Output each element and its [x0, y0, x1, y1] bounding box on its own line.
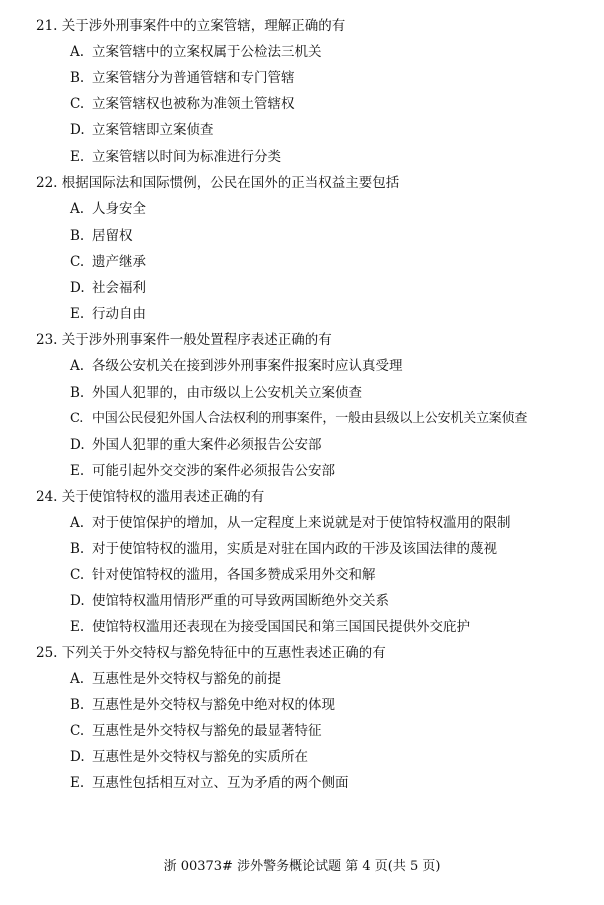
- option-text: 立案管辖权也被称为准领土管辖权: [92, 96, 295, 112]
- question-25-stem: [36, 644, 386, 662]
- option-22-e: [70, 305, 146, 323]
- option-23-e: [70, 462, 335, 480]
- option-25-e: [70, 774, 349, 792]
- option-letter: E.: [70, 775, 85, 791]
- page-footer: 浙 00373# 涉外警务概论试题 第 4 页(共 5 页): [163, 859, 441, 874]
- option-21-e: [70, 148, 281, 166]
- option-letter: C.: [70, 567, 85, 583]
- option-22-c: [70, 253, 146, 271]
- option-letter: A.: [70, 515, 85, 531]
- question-text: 下列关于外交特权与豁免特征中的互惠性表述正确的有: [61, 645, 386, 661]
- option-letter: D.: [70, 437, 85, 453]
- question-text: 关于涉外刑事案件中的立案管辖，理解正确的有: [61, 18, 346, 34]
- option-22-d: [70, 279, 146, 297]
- option-text: 外国人犯罪的，由市级以上公安机关立案侦查: [92, 385, 362, 401]
- option-24-e: [70, 618, 470, 636]
- option-letter: B.: [70, 385, 85, 401]
- option-text: 对于使馆特权的滥用，实质是对驻在国内政的干涉及该国法律的蔑视: [92, 541, 497, 557]
- option-23-b: [70, 384, 362, 402]
- question-text: 根据国际法和国际惯例，公民在国外的正当权益主要包括: [61, 175, 400, 191]
- option-text: 人身安全: [92, 201, 146, 217]
- question-text: 关于使馆特权的滥用表述正确的有: [61, 489, 265, 505]
- option-25-a: [70, 670, 281, 688]
- option-text: 居留权: [92, 228, 133, 244]
- option-text: 立案管辖即立案侦查: [92, 122, 214, 138]
- option-letter: D.: [70, 122, 85, 138]
- option-text: 立案管辖分为普通管辖和专门管辖: [92, 70, 295, 86]
- option-letter: C.: [70, 723, 85, 739]
- option-21-d: [70, 121, 214, 139]
- option-text: 互惠性是外交特权与豁免的实质所在: [92, 749, 308, 765]
- option-letter: A.: [70, 671, 85, 687]
- option-letter: B.: [70, 228, 85, 244]
- option-letter: E.: [70, 306, 85, 322]
- option-23-a: [70, 357, 403, 375]
- option-24-d: [70, 592, 389, 610]
- question-23-stem: [36, 331, 332, 349]
- option-letter: D.: [70, 593, 85, 609]
- option-text: 外国人犯罪的重大案件必须报告公安部: [92, 437, 322, 453]
- option-text: 互惠性是外交特权与豁免的前提: [92, 671, 281, 687]
- question-number: 21.: [36, 18, 58, 34]
- option-21-c: [70, 95, 295, 113]
- option-text: 互惠性是外交特权与豁免的最显著特征: [92, 723, 322, 739]
- option-text: 社会福利: [92, 280, 146, 296]
- option-21-b: [70, 69, 295, 87]
- option-text: 各级公安机关在接到涉外刑事案件报案时应认真受理: [92, 358, 403, 374]
- option-25-c: [70, 722, 322, 740]
- option-text: 行动自由: [92, 306, 146, 322]
- question-22-stem: [36, 174, 399, 192]
- option-text: 互惠性是外交特权与豁免中绝对权的体现: [92, 697, 335, 713]
- option-text: 使馆特权滥用情形严重的可导致两国断绝外交关系: [92, 593, 389, 609]
- question-21-stem: [36, 17, 345, 35]
- option-letter: E.: [70, 619, 85, 635]
- option-letter: E.: [70, 149, 85, 165]
- option-letter: B.: [70, 70, 85, 86]
- option-letter: B.: [70, 697, 85, 713]
- question-number: 22.: [36, 175, 58, 191]
- question-number: 25.: [36, 645, 58, 661]
- option-letter: B.: [70, 541, 85, 557]
- option-text: 中国公民侵犯外国人合法权利的刑事案件，一般由县级以上公安机关立案侦查: [92, 411, 528, 426]
- option-text: 遗产继承: [92, 254, 146, 270]
- option-letter: C.: [70, 254, 85, 270]
- option-24-a: [70, 514, 511, 532]
- option-letter: A.: [70, 201, 85, 217]
- option-22-a: [70, 200, 146, 218]
- option-24-c: [70, 566, 376, 584]
- option-letter: C.: [70, 411, 84, 426]
- option-text: 立案管辖以时间为标准进行分类: [92, 149, 281, 165]
- option-text: 可能引起外交交涉的案件必须报告公安部: [92, 463, 335, 479]
- option-24-b: [70, 540, 497, 558]
- option-letter: E.: [70, 463, 85, 479]
- question-24-stem: [36, 488, 264, 506]
- option-letter: C.: [70, 96, 85, 112]
- question-number: 24.: [36, 489, 58, 505]
- option-letter: A.: [70, 44, 85, 60]
- option-letter: D.: [70, 749, 85, 765]
- option-25-b: [70, 696, 335, 714]
- option-21-a: [70, 43, 322, 61]
- question-number: 23.: [36, 332, 58, 348]
- option-25-d: [70, 748, 308, 766]
- option-text: 使馆特权滥用还表现在为接受国国民和第三国国民提供外交庇护: [92, 619, 470, 635]
- option-text: 针对使馆特权的滥用，各国多赞成采用外交和解: [92, 567, 376, 583]
- option-text: 互惠性包括相互对立、互为矛盾的两个侧面: [92, 775, 349, 791]
- question-text: 关于涉外刑事案件一般处置程序表述正确的有: [61, 332, 332, 348]
- option-23-c: [70, 410, 527, 428]
- option-text: 对于使馆保护的增加，从一定程度上来说就是对于使馆特权滥用的限制: [92, 515, 511, 531]
- option-letter: A.: [70, 358, 85, 374]
- option-22-b: [70, 227, 133, 245]
- option-text: 立案管辖中的立案权属于公检法三机关: [92, 44, 322, 60]
- option-23-d: [70, 436, 322, 454]
- option-letter: D.: [70, 280, 85, 296]
